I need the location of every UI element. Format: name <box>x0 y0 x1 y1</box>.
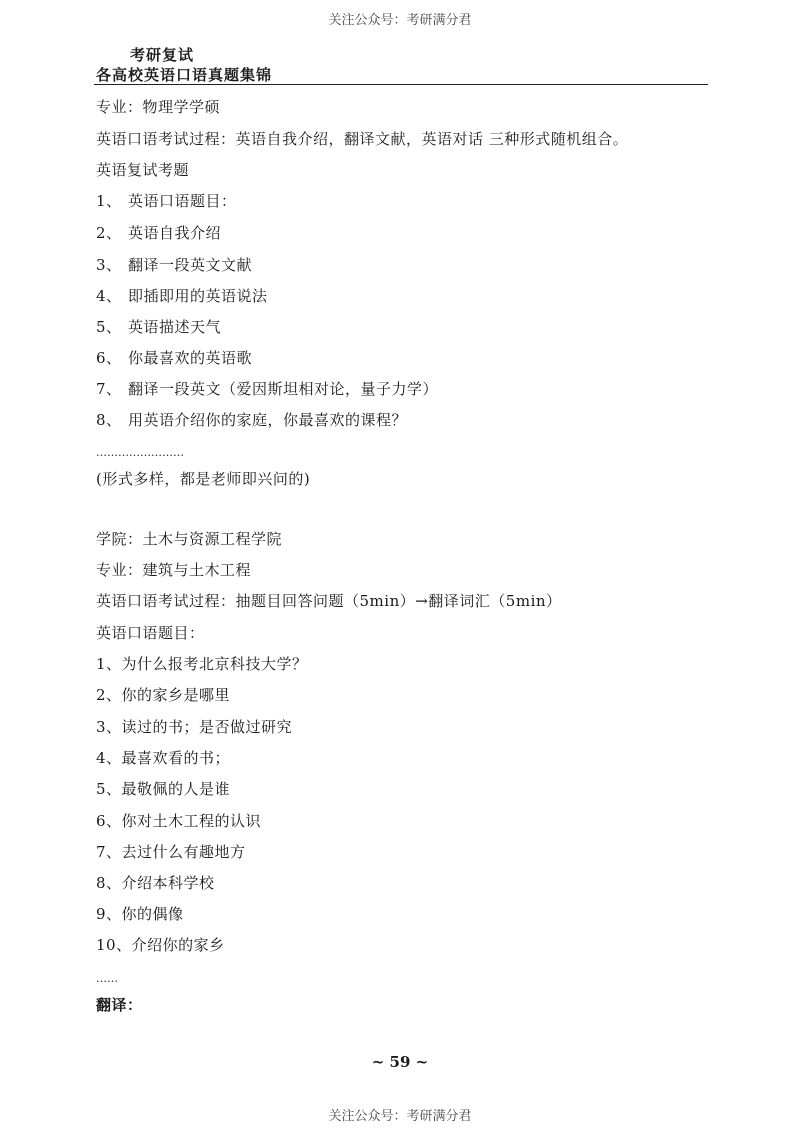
list-item <box>96 318 221 336</box>
list-item: 5、最敬佩的人是谁 <box>96 780 231 798</box>
list-item: 3、读过的书；是否做过研究 <box>96 718 293 736</box>
page-number: ~ 59 ~ <box>371 1053 429 1071</box>
item-number: 8、 <box>96 411 122 429</box>
item-text: 用英语介绍你的家庭，你最喜欢的课程？ <box>128 411 408 429</box>
list-item: 2、你的家乡是哪里 <box>96 686 231 704</box>
header-title: 考研复试 <box>130 46 195 64</box>
list-item <box>96 411 407 429</box>
section2-process: 英语口语考试过程：抽题目回答问题（5min）→翻译词汇（5min） <box>96 592 562 610</box>
list-item: 7、去过什么有趣地方 <box>96 843 246 861</box>
watermark-bottom: 关注公众号：考研满分君 <box>328 1109 472 1124</box>
list-item: 9、你的偶像 <box>96 905 184 923</box>
section2-school: 学院：土木与资源工程学院 <box>96 530 283 548</box>
item-text: 翻译一段英文（爱因斯坦相对论，量子力学） <box>128 380 439 398</box>
item-number: 2、 <box>96 224 122 242</box>
item-text: 你最喜欢的英语歌 <box>128 349 253 367</box>
item-text: 英语自我介绍 <box>128 224 222 242</box>
header-subtitle: 各高校英语口语真题集锦 <box>96 66 273 84</box>
item-text: 英语描述天气 <box>128 318 222 336</box>
list-item: 10、介绍你的家乡 <box>96 936 225 954</box>
list-item <box>96 224 221 242</box>
item-number: 7、 <box>96 380 122 398</box>
item-text: 翻译一段英文文献 <box>128 256 253 274</box>
list-item: 6、你对土木工程的认识 <box>96 812 262 830</box>
ellipsis-dots: …………………… <box>96 446 184 459</box>
list-item <box>96 349 252 367</box>
item-number: 4、 <box>96 287 122 305</box>
item-number: 5、 <box>96 318 122 336</box>
list-item <box>96 380 438 398</box>
header-divider <box>94 84 708 85</box>
watermark-top: 关注公众号：考研满分君 <box>328 13 472 28</box>
ellipsis-dots: …… <box>96 972 118 985</box>
item-number: 3、 <box>96 256 122 274</box>
item-text: 英语口语题目： <box>128 192 237 210</box>
list-item <box>96 192 237 210</box>
list-item <box>96 287 268 305</box>
section1-heading: 英语复试考题 <box>96 161 190 179</box>
list-item: 8、介绍本科学校 <box>96 874 215 892</box>
section1-process: 英语口语考试过程：英语自我介绍，翻译文献，英语对话 三种形式随机组合。 <box>96 130 629 148</box>
translation-heading: 翻译： <box>96 996 143 1014</box>
section1-major: 专业：物理学学硕 <box>96 98 221 116</box>
list-item <box>96 256 252 274</box>
item-text: 即插即用的英语说法 <box>128 287 268 305</box>
section2-heading: 英语口语题目： <box>96 624 205 642</box>
item-number: 6、 <box>96 349 122 367</box>
item-number: 1、 <box>96 192 122 210</box>
section1-note: (形式多样，都是老师即兴问的) <box>96 470 311 488</box>
section2-major: 专业：建筑与土木工程 <box>96 561 252 579</box>
list-item: 4、最喜欢看的书； <box>96 749 231 767</box>
list-item: 1、为什么报考北京科技大学？ <box>96 655 308 673</box>
